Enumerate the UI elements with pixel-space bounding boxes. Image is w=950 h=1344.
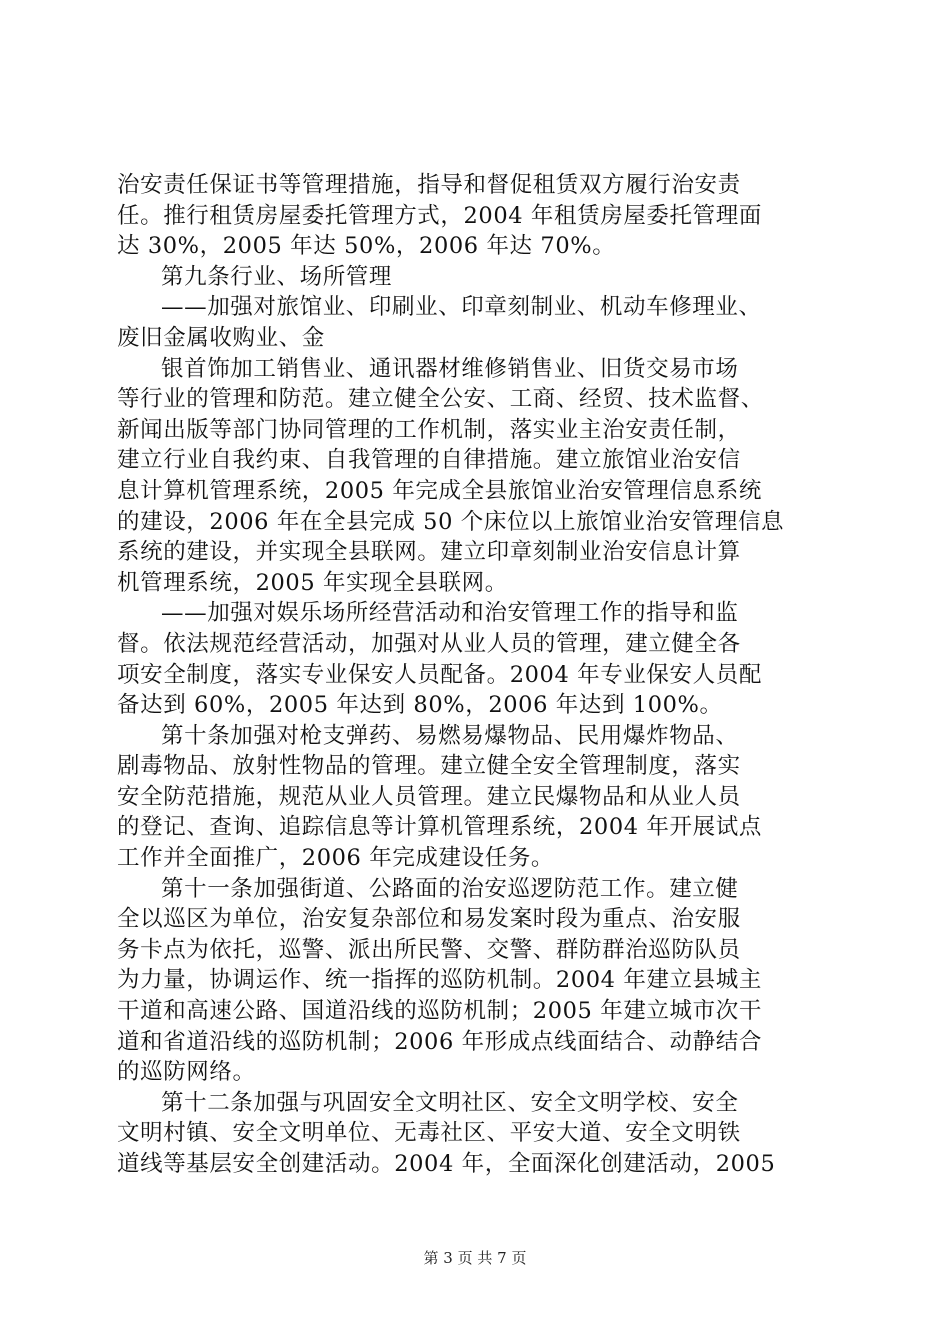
body-line: 第九条行业、场所管理 (161, 263, 393, 290)
page-footer: 第 3 页 共 7 页 (423, 1249, 527, 1267)
body-line: 安全防范措施，规范从业人员管理。建立民爆物品和从业人员 (117, 783, 741, 810)
body-line: 督。依法规范经营活动，加强对从业人员的管理，建立健全各 (117, 630, 741, 657)
body-line: 废旧金属收购业、金 (117, 324, 325, 351)
body-line: ——加强对旅馆业、印刷业、印章刻制业、机动车修理业、 (161, 294, 762, 321)
body-line: 工作并全面推广，2006 年完成建设任务。 (117, 845, 555, 872)
body-line: 息计算机管理系统，2005 年完成全县旅馆业治安管理信息系统 (117, 477, 762, 504)
document-body (117, 170, 837, 1180)
body-line: 剧毒物品、放射性物品的管理。建立健全安全管理制度，落实 (117, 753, 741, 780)
body-line: 为力量，协调运作、统一指挥的巡防机制。2004 年建立县城主 (117, 967, 762, 994)
body-line: 文明村镇、安全文明单位、无毒社区、平安大道、安全文明铁 (117, 1120, 741, 1147)
body-line: ——加强对娱乐场所经营活动和治安管理工作的指导和监 (161, 600, 739, 627)
body-line: 第十条加强对枪支弹药、易燃易爆物品、民用爆炸物品、 (161, 722, 739, 749)
body-line: 新闻出版等部门协同管理的工作机制，落实业主治安责任制， (117, 416, 741, 443)
body-line: 系统的建设，并实现全县联网。建立印章刻制业治安信息计算 (117, 539, 741, 566)
body-line: 第十一条加强街道、公路面的治安巡逻防范工作。建立健 (161, 875, 739, 902)
body-line: 道线等基层安全创建活动。2004 年，全面深化创建活动，2005 (117, 1151, 776, 1177)
body-line: 银首饰加工销售业、通讯器材维修销售业、旧货交易市场 (161, 355, 739, 382)
body-line: 干道和高速公路、国道沿线的巡防机制；2005 年建立城市次干 (117, 998, 762, 1025)
body-line: 务卡点为依托，巡警、派出所民警、交警、群防群治巡防队员 (117, 936, 741, 963)
body-line: 的巡防网络。 (117, 1059, 256, 1086)
body-line: 的建设，2006 年在全县完成 50 个床位以上旅馆业治安管理信息 (117, 508, 785, 535)
body-line: 项安全制度，落实专业保安人员配备。2004 年专业保安人员配 (117, 661, 762, 688)
body-line: 任。推行租赁房屋委托管理方式，2004 年租赁房屋委托管理面 (117, 202, 762, 229)
body-line: 机管理系统，2005 年实现全县联网。 (117, 569, 508, 596)
body-line: 第十二条加强与巩固安全文明社区、安全文明学校、安全 (161, 1089, 739, 1116)
body-line: 达 30%，2005 年达 50%，2006 年达 70%。 (117, 233, 616, 260)
body-line: 的登记、查询、追踪信息等计算机管理系统，2004 年开展试点 (117, 814, 762, 841)
body-line: 道和省道沿线的巡防机制；2006 年形成点线面结合、动静结合 (117, 1028, 762, 1055)
body-line: 建立行业自我约束、自我管理的自律措施。建立旅馆业治安信 (117, 447, 741, 474)
body-line: 备达到 60%，2005 年达到 80%，2006 年达到 100%。 (117, 692, 723, 719)
body-line: 治安责任保证书等管理措施，指导和督促租赁双方履行治安责 (117, 172, 741, 198)
body-line: 等行业的管理和防范。建立健全公安、工商、经贸、技术监督、 (117, 386, 764, 413)
body-line: 全以巡区为单位，治安复杂部位和易发案时段为重点、治安服 (117, 906, 741, 933)
